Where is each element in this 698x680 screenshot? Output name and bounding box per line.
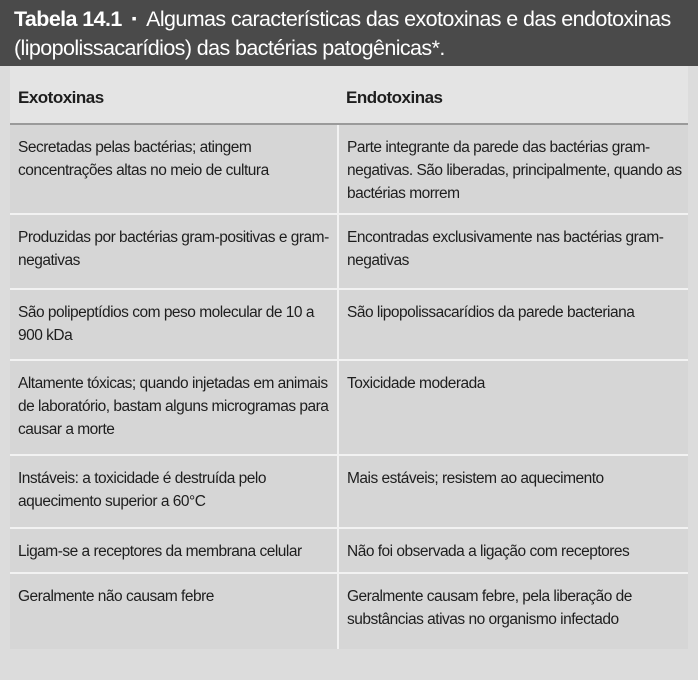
header-row xyxy=(10,66,688,124)
exotoxin-cell: Geralmente não causam febre xyxy=(10,573,338,649)
endotoxin-cell: Não foi observada a ligação com receptores xyxy=(338,528,688,573)
endotoxin-cell: Geralmente causam febre, pela liberação de substâncias ativas no organismo infectado xyxy=(338,573,688,649)
caption-bullet: ▪ xyxy=(131,10,137,26)
exotoxin-cell: Instáveis: a toxicidade é destruída pelo aquecimento superior a 60°C xyxy=(10,455,338,528)
table-title: Algumas características das exotoxinas e das endotoxinas (lipopolissacarídios) das bactérias patogênicas*. xyxy=(14,7,671,60)
exotoxin-cell: Secretadas pelas bactérias; atingem concentrações altas no meio de cultura xyxy=(10,124,338,214)
table-caption xyxy=(0,0,698,66)
comparison-table xyxy=(10,66,688,649)
endotoxin-cell: São lipopolissacarídios da parede bacteriana xyxy=(338,289,688,360)
table-row xyxy=(10,528,688,573)
table-row xyxy=(10,573,688,649)
endotoxin-cell: Mais estáveis; resistem ao aquecimento xyxy=(338,455,688,528)
exotoxin-cell: Altamente tóxicas; quando injetadas em animais de laboratório, bastam alguns microgramas para causar a morte xyxy=(10,360,338,455)
table-row xyxy=(10,289,688,360)
table-row xyxy=(10,214,688,289)
table-number: Tabela 14.1 xyxy=(14,7,122,31)
endotoxin-cell: Encontradas exclusivamente nas bactérias gram-negativas xyxy=(338,214,688,289)
exotoxin-cell: São polipeptídios com peso molecular de 10 a 900 kDa xyxy=(10,289,338,360)
table-row xyxy=(10,360,688,455)
header-exotoxinas: Exotoxinas xyxy=(10,66,338,124)
table-row xyxy=(10,455,688,528)
endotoxin-cell: Toxicidade moderada xyxy=(338,360,688,455)
table-row xyxy=(10,124,688,214)
exotoxin-cell: Ligam-se a receptores da membrana celular xyxy=(10,528,338,573)
header-endotoxinas: Endotoxinas xyxy=(338,66,688,124)
exotoxin-cell: Produzidas por bactérias gram-positivas e gram-negativas xyxy=(10,214,338,289)
endotoxin-cell: Parte integrante da parede das bactérias gram-negativas. São liberadas, principalmente, quando as bactérias morrem xyxy=(338,124,688,214)
